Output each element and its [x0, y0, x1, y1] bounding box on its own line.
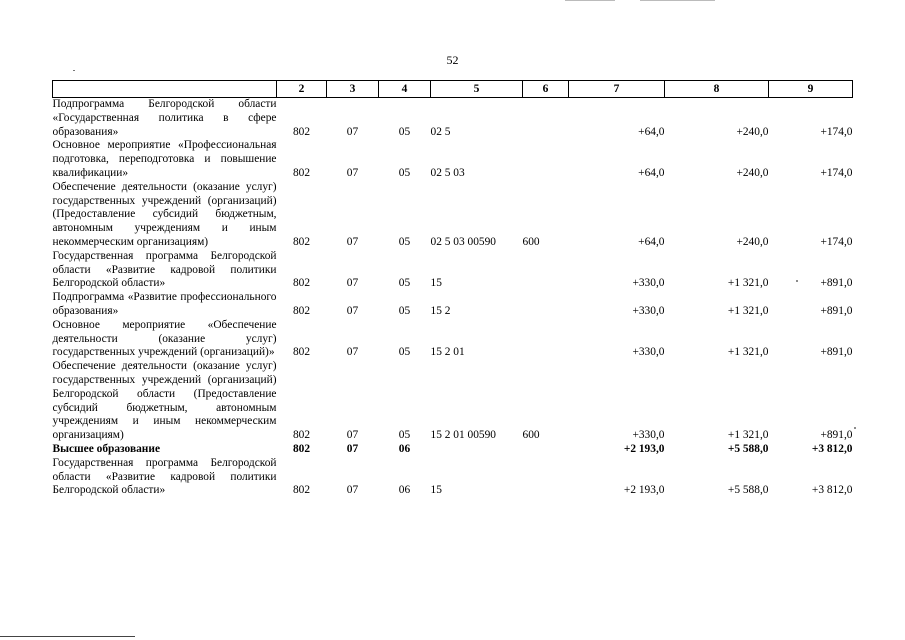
cell-amount-9: +174,0	[820, 166, 853, 179]
scan-speck	[796, 280, 798, 282]
cell-target-article: 15	[430, 484, 442, 497]
column-header: 4	[379, 81, 431, 98]
cell-section: 07	[346, 277, 359, 290]
cell-amount-7: +330,0	[632, 429, 665, 442]
cell-amount-8: +240,0	[736, 166, 769, 179]
cell-ministry: 802	[292, 277, 311, 290]
row-name: Основное мероприятие «Профессиональная подготовка, переподготовка и повышение квалификации»	[52, 139, 277, 179]
cell-subsection: 05	[398, 235, 411, 248]
cell-amount-9: +891,0	[820, 277, 853, 290]
cell-ministry: 802	[292, 304, 311, 317]
page-number: 52	[446, 53, 459, 67]
table-row	[53, 360, 853, 443]
column-header	[53, 81, 277, 98]
cell-target-article: 02 5	[430, 125, 451, 138]
cell-target-article: 15 2	[430, 304, 451, 317]
row-name: Высшее образование	[52, 442, 160, 455]
row-name: Государственная программа Белгородской области «Развитие кадровой политики Белгородской области»	[52, 249, 277, 290]
column-header: 8	[665, 81, 769, 98]
cell-target-article: 15 2 01	[430, 346, 465, 359]
cell-amount-9: +174,0	[820, 125, 853, 138]
cell-section: 07	[346, 346, 359, 359]
cell-amount-8: +240,0	[736, 235, 769, 248]
cell-ministry: 802	[292, 484, 311, 497]
row-name: Обеспечение деятельности (оказание услуг) государственных учреждений (организаций) Белгородской области (Предоставление субсидий бюджетным, автономным учреждениям и иным некоммерческим организациям)	[52, 360, 277, 442]
cell-subsection: 05	[398, 346, 411, 359]
cell-ministry: 802	[292, 346, 311, 359]
cell-expense-type: 600	[522, 429, 540, 442]
cell-ministry: 802	[292, 429, 311, 442]
cell-amount-7: +330,0	[632, 346, 665, 359]
scan-mark	[640, 0, 715, 1]
cell-amount-7: +330,0	[632, 304, 665, 317]
table-row	[53, 291, 853, 319]
table-row	[53, 250, 853, 291]
cell-target-article: 02 5 03 00590	[430, 235, 496, 248]
column-header: 3	[327, 81, 379, 98]
cell-expense-type	[523, 291, 569, 319]
cell-amount-7: +2 193,0	[623, 442, 665, 455]
cell-ministry: 802	[292, 235, 311, 248]
cell-subsection: 05	[398, 125, 411, 138]
table-row	[53, 319, 853, 360]
table-row	[53, 181, 853, 250]
scan-mark	[565, 0, 615, 1]
scan-bottom-line	[0, 636, 135, 637]
cell-amount-9: +3 812,0	[811, 442, 853, 455]
cell-expense-type	[523, 98, 569, 140]
cell-expense-type	[523, 139, 569, 180]
cell-amount-7: +64,0	[638, 235, 665, 248]
row-name: Государственная программа Белгородской области «Развитие кадровой политики Белгородской области»	[52, 456, 277, 497]
row-name: Обеспечение деятельности (оказание услуг) государственных учреждений (организаций) (Предоставление субсидий бюджетным, автономным учреждениям и иным некоммерческим организациям)	[52, 180, 277, 248]
column-header: 2	[277, 81, 327, 98]
row-name: Подпрограмма «Развитие профессионального образования»	[52, 291, 277, 317]
cell-ministry: 802	[292, 442, 311, 455]
cell-amount-9: +174,0	[820, 235, 853, 248]
cell-amount-7: +64,0	[638, 166, 665, 179]
cell-amount-9: +891,0	[820, 304, 853, 317]
cell-amount-9: +891,0	[820, 429, 853, 442]
cell-expense-type	[523, 319, 569, 360]
cell-section: 07	[346, 125, 359, 138]
cell-expense-type	[523, 457, 569, 498]
cell-section: 07	[346, 429, 359, 442]
cell-amount-8: +5 588,0	[727, 484, 769, 497]
table-row	[53, 457, 853, 498]
cell-target-article: 15	[430, 277, 442, 290]
cell-expense-type	[523, 443, 569, 457]
cell-section: 07	[346, 166, 359, 179]
cell-ministry: 802	[292, 166, 311, 179]
table-row	[53, 98, 853, 140]
cell-amount-8: +1 321,0	[727, 429, 769, 442]
cell-amount-8: +1 321,0	[727, 304, 769, 317]
cell-section: 07	[346, 304, 359, 317]
column-header: 6	[523, 81, 569, 98]
scan-speck	[854, 427, 856, 429]
column-header: 5	[431, 81, 523, 98]
cell-expense-type	[523, 250, 569, 291]
cell-ministry: 802	[292, 125, 311, 138]
cell-amount-7: +64,0	[638, 125, 665, 138]
cell-section: 07	[346, 484, 359, 497]
cell-target-article: 15 2 01 00590	[430, 429, 496, 442]
column-header: 9	[769, 81, 853, 98]
cell-subsection: 05	[398, 277, 411, 290]
cell-subsection: 06	[398, 484, 411, 497]
cell-amount-8: +1 321,0	[727, 277, 769, 290]
cell-amount-7: +2 193,0	[623, 484, 665, 497]
cell-target-article	[431, 443, 523, 457]
cell-amount-8: +5 588,0	[727, 442, 769, 455]
table-row	[53, 443, 853, 457]
row-name: Основное мероприятие «Обеспечение деятельности (оказание услуг) государственных учреждений (организаций)»	[52, 318, 277, 359]
cell-amount-8: +1 321,0	[727, 346, 769, 359]
column-header: 7	[569, 81, 665, 98]
scan-dot	[73, 70, 75, 71]
cell-amount-9: +3 812,0	[811, 484, 853, 497]
cell-amount-8: +240,0	[736, 125, 769, 138]
cell-amount-9: +891,0	[820, 346, 853, 359]
table-row	[53, 139, 853, 180]
budget-table	[52, 80, 853, 498]
table-header-row	[53, 81, 853, 98]
cell-target-article: 02 5 03	[430, 166, 465, 179]
cell-amount-7: +330,0	[632, 277, 665, 290]
cell-subsection: 05	[398, 166, 411, 179]
cell-section: 07	[346, 235, 359, 248]
cell-subsection: 05	[398, 304, 411, 317]
row-name: Подпрограмма Белгородской области «Государственная политика в сфере образования»	[52, 98, 277, 138]
cell-section: 07	[346, 442, 359, 455]
cell-expense-type: 600	[522, 235, 540, 248]
cell-subsection: 06	[398, 442, 411, 455]
cell-subsection: 05	[398, 429, 411, 442]
